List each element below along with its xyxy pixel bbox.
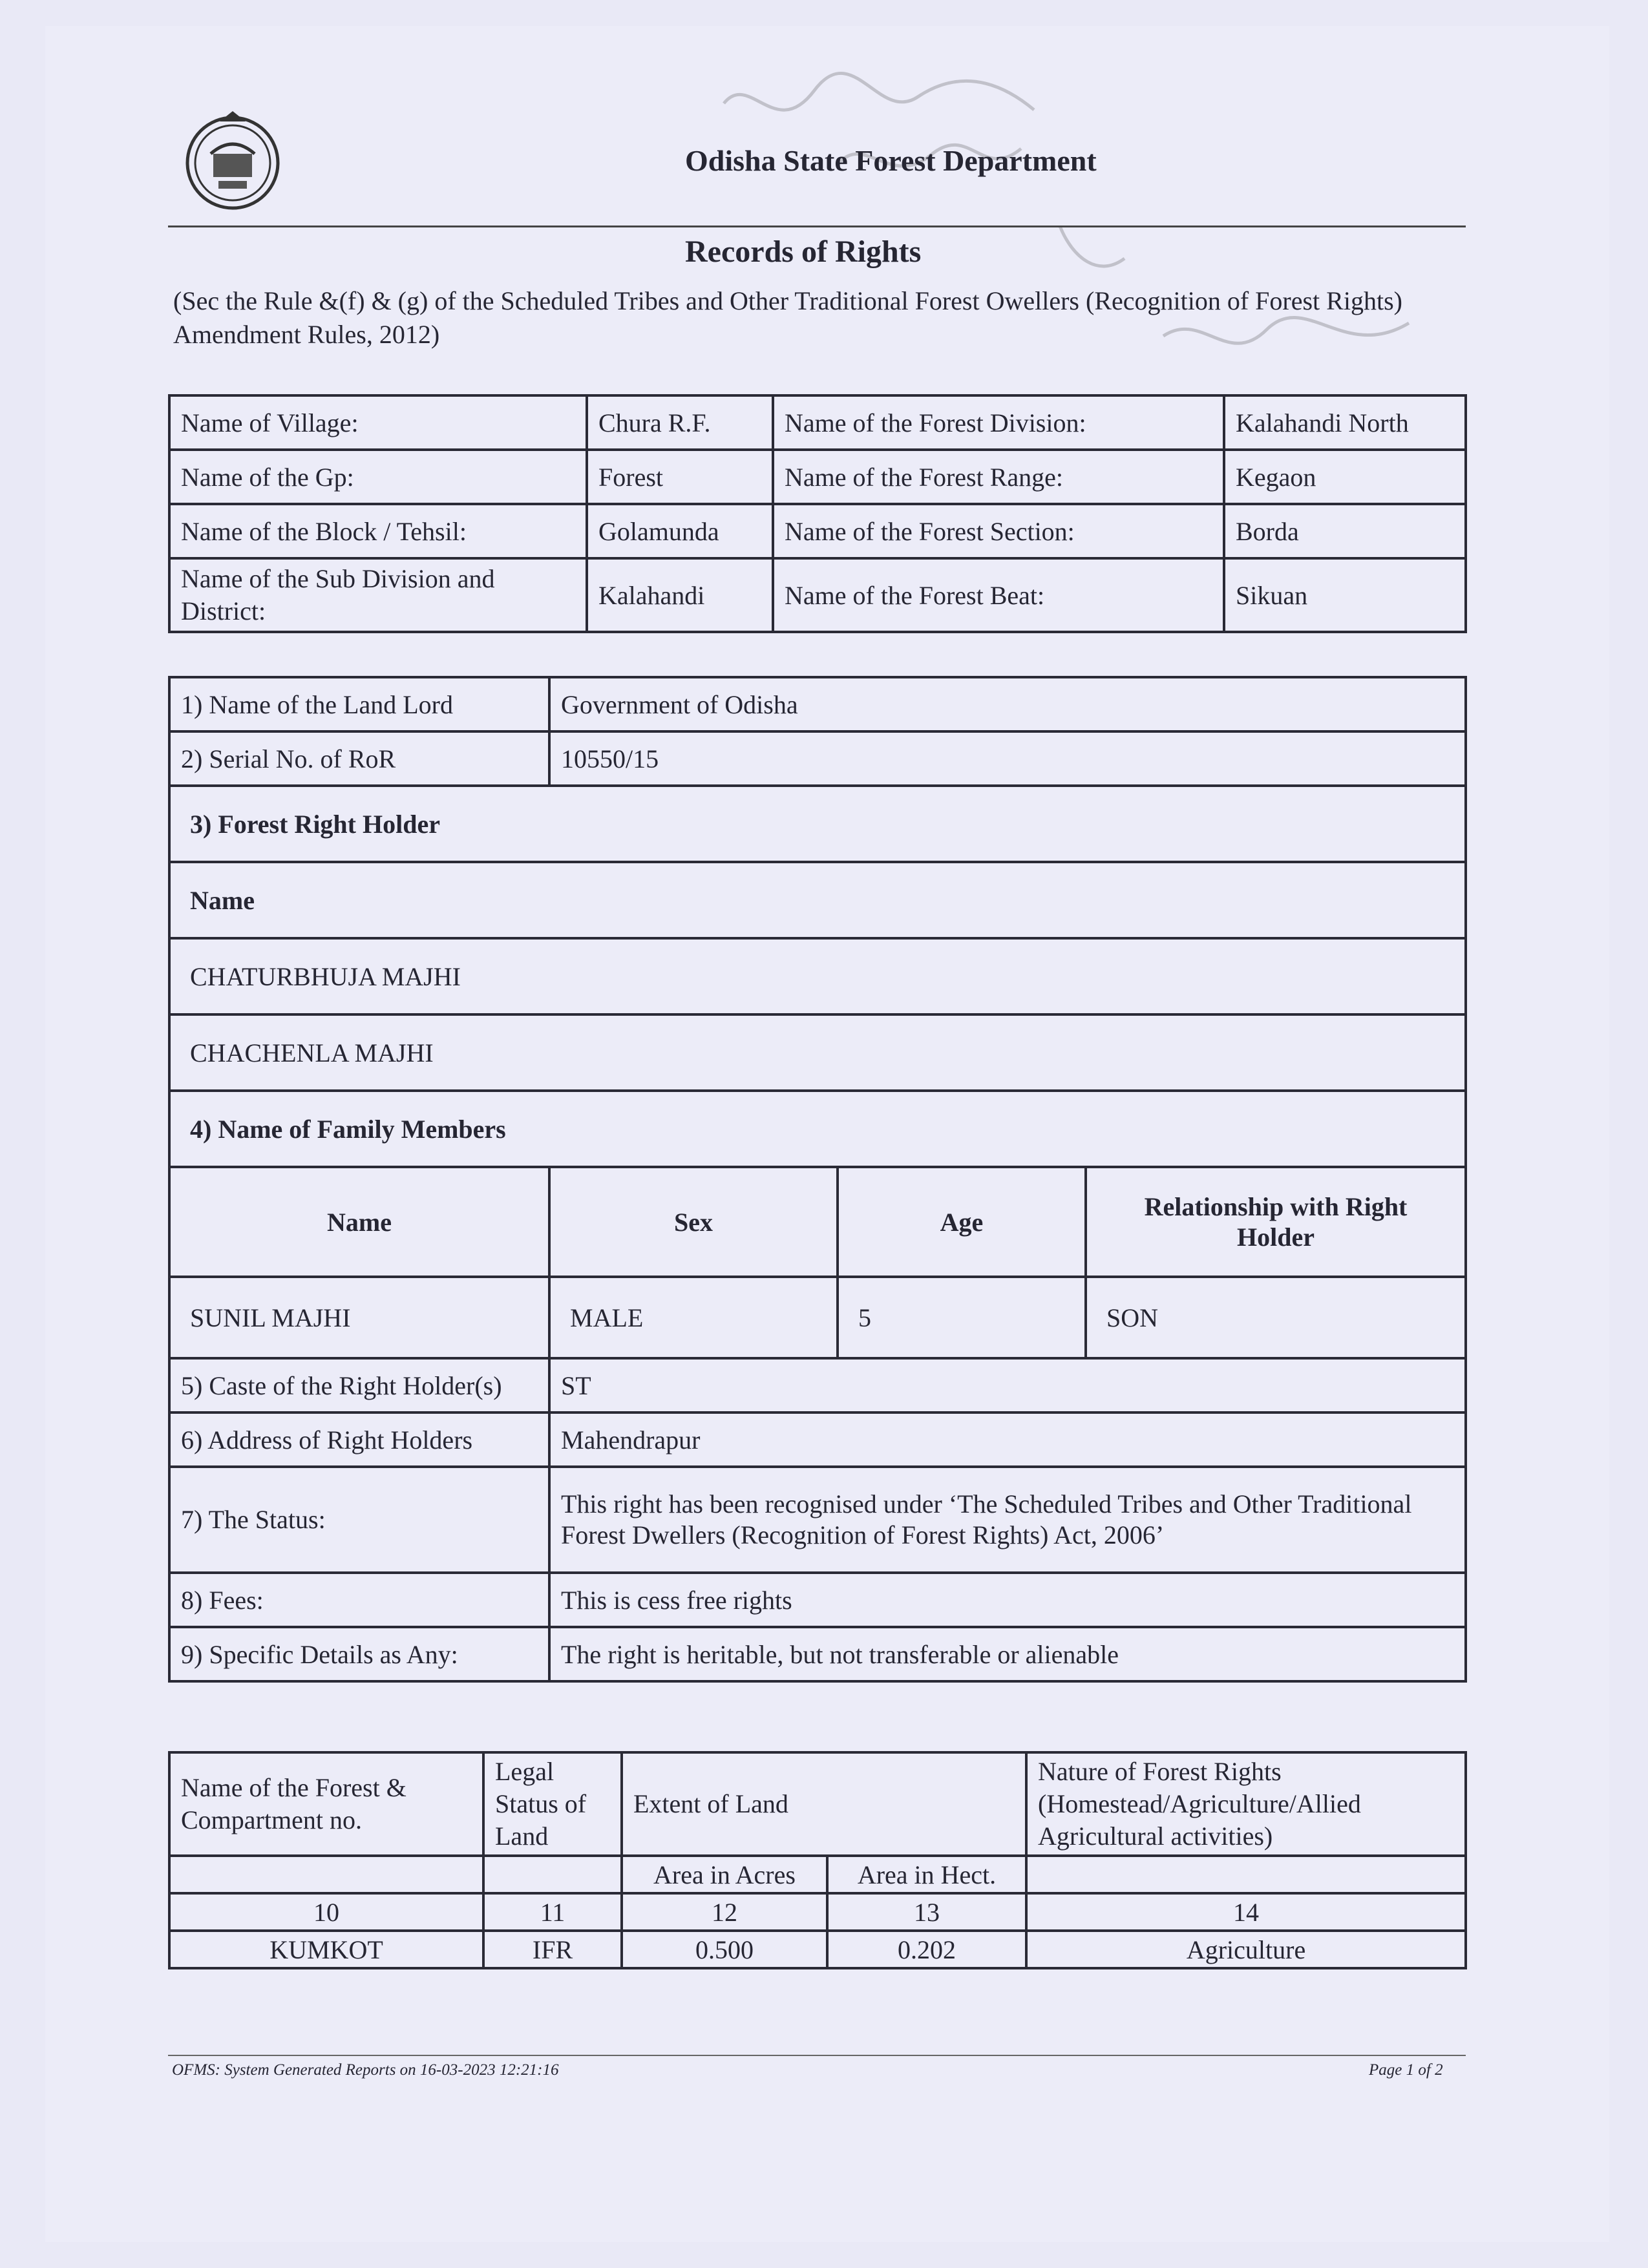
division-label: Name of the Forest Division: <box>773 395 1224 450</box>
column-number: 11 <box>483 1893 622 1931</box>
division-value: Kalahandi North <box>1224 395 1466 450</box>
family-col-sex: Sex <box>549 1167 838 1277</box>
land-col-acres: Area in Acres <box>622 1856 827 1893</box>
serial-label: 2) Serial No. of RoR <box>169 731 549 786</box>
table-row <box>169 1573 1466 1627</box>
table-row <box>169 1467 1466 1573</box>
beat-label: Name of the Forest Beat: <box>773 558 1224 632</box>
village-label: Name of Village: <box>169 395 587 450</box>
caste-label: 5) Caste of the Right Holder(s) <box>169 1358 549 1412</box>
landlord-value: Government of Odisha <box>549 677 1466 731</box>
empty-cell <box>169 1856 483 1893</box>
land-acres: 0.500 <box>622 1931 827 1968</box>
land-hect: 0.202 <box>827 1931 1026 1968</box>
caste-value: ST <box>549 1358 1466 1412</box>
section-value: Borda <box>1224 504 1466 558</box>
serial-value: 10550/15 <box>549 731 1466 786</box>
land-col-nature: Nature of Forest Rights (Homestead/Agriculture/Allied Agricultural activities) <box>1026 1752 1466 1856</box>
family-heading: 4) Name of Family Members <box>169 1091 1466 1167</box>
table-row <box>169 1627 1466 1681</box>
footer-generated: OFMS: System Generated Reports on 16-03-2023 12:21:16 <box>172 2061 559 2079</box>
footer-divider <box>168 2055 1466 2056</box>
section-label: Name of the Forest Section: <box>773 504 1224 558</box>
beat-value: Sikuan <box>1224 558 1466 632</box>
table-row <box>169 1893 1466 1931</box>
column-number: 13 <box>827 1893 1026 1931</box>
holder-name: CHACHENLA MAJHI <box>169 1014 1466 1091</box>
rights-details-table <box>168 676 1467 1683</box>
subdivision-value: Kalahandi <box>587 558 773 632</box>
gp-label: Name of the Gp: <box>169 450 587 504</box>
land-col-forest: Name of the Forest & Compartment no. <box>169 1752 483 1856</box>
family-col-name: Name <box>169 1167 549 1277</box>
range-label: Name of the Forest Range: <box>773 450 1224 504</box>
status-line: This right has been recognised under ‘The Scheduled Tribes and Other Traditional <box>561 1489 1412 1518</box>
family-member-name: SUNIL MAJHI <box>169 1277 549 1358</box>
landlord-label: 1) Name of the Land Lord <box>169 677 549 731</box>
address-value: Mahendrapur <box>549 1412 1466 1467</box>
family-member-age: 5 <box>838 1277 1086 1358</box>
fees-value: This is cess free rights <box>549 1573 1466 1627</box>
table-row <box>169 1752 1466 1856</box>
table-row <box>169 731 1466 786</box>
holder-heading: 3) Forest Right Holder <box>169 786 1466 862</box>
address-label: 6) Address of Right Holders <box>169 1412 549 1467</box>
range-value: Kegaon <box>1224 450 1466 504</box>
fees-label: 8) Fees: <box>169 1573 549 1627</box>
family-member-sex: MALE <box>549 1277 838 1358</box>
land-nature: Agriculture <box>1026 1931 1466 1968</box>
land-col-extent: Extent of Land <box>622 1752 1026 1856</box>
odisha-emblem-logo <box>182 109 283 222</box>
land-table <box>168 1751 1467 1969</box>
table-row <box>169 786 1466 862</box>
column-number: 12 <box>622 1893 827 1931</box>
subdivision-label: Name of the Sub Division and District: <box>169 558 587 632</box>
table-row <box>169 1412 1466 1467</box>
header-divider <box>168 226 1466 227</box>
table-row <box>169 395 1466 450</box>
table-row <box>169 1277 1466 1358</box>
gp-value: Forest <box>587 450 773 504</box>
table-row <box>169 450 1466 504</box>
land-col-hect: Area in Hect. <box>827 1856 1026 1893</box>
department-name: Odisha State Forest Department <box>685 144 1097 177</box>
block-label: Name of the Block / Tehsil: <box>169 504 587 558</box>
land-col-legal: Legal Status of Land <box>483 1752 622 1856</box>
specific-label: 9) Specific Details as Any: <box>169 1627 549 1681</box>
land-legal: IFR <box>483 1931 622 1968</box>
empty-cell <box>1026 1856 1466 1893</box>
holder-name: CHATURBHUJA MAJHI <box>169 938 1466 1014</box>
family-col-relation: Relationship with Right Holder <box>1086 1167 1466 1277</box>
empty-cell <box>483 1856 622 1893</box>
table-row <box>169 1091 1466 1167</box>
family-member-relation: SON <box>1086 1277 1466 1358</box>
table-row <box>169 1856 1466 1893</box>
block-value: Golamunda <box>587 504 773 558</box>
page-number: Page 1 of 2 <box>1369 2061 1443 2079</box>
table-row <box>169 677 1466 731</box>
family-col-age: Age <box>838 1167 1086 1277</box>
village-value: Chura R.F. <box>587 395 773 450</box>
table-row <box>169 504 1466 558</box>
status-line: Forest Dwellers (Recognition of Forest Rights) Act, 2006’ <box>561 1520 1165 1549</box>
location-table <box>168 394 1467 633</box>
status-value <box>549 1467 1466 1573</box>
column-number: 10 <box>169 1893 483 1931</box>
table-row <box>169 1931 1466 1968</box>
table-row <box>169 1014 1466 1091</box>
document-subtitle: (Sec the Rule &(f) & (g) of the Scheduled Tribes and Other Traditional Forest Owellers (Recognition of Forest Rights) Amendment Rules, 2012) <box>173 286 1402 349</box>
table-row <box>169 1167 1466 1277</box>
status-label: 7) The Status: <box>169 1467 549 1573</box>
document-title: Records of Rights <box>685 235 922 269</box>
table-row <box>169 938 1466 1014</box>
specific-value: The right is heritable, but not transferable or alienable <box>549 1627 1466 1681</box>
land-forest: KUMKOT <box>169 1931 483 1968</box>
name-heading: Name <box>169 862 1466 938</box>
column-number: 14 <box>1026 1893 1466 1931</box>
table-row <box>169 1358 1466 1412</box>
table-row <box>169 558 1466 632</box>
table-row <box>169 862 1466 938</box>
